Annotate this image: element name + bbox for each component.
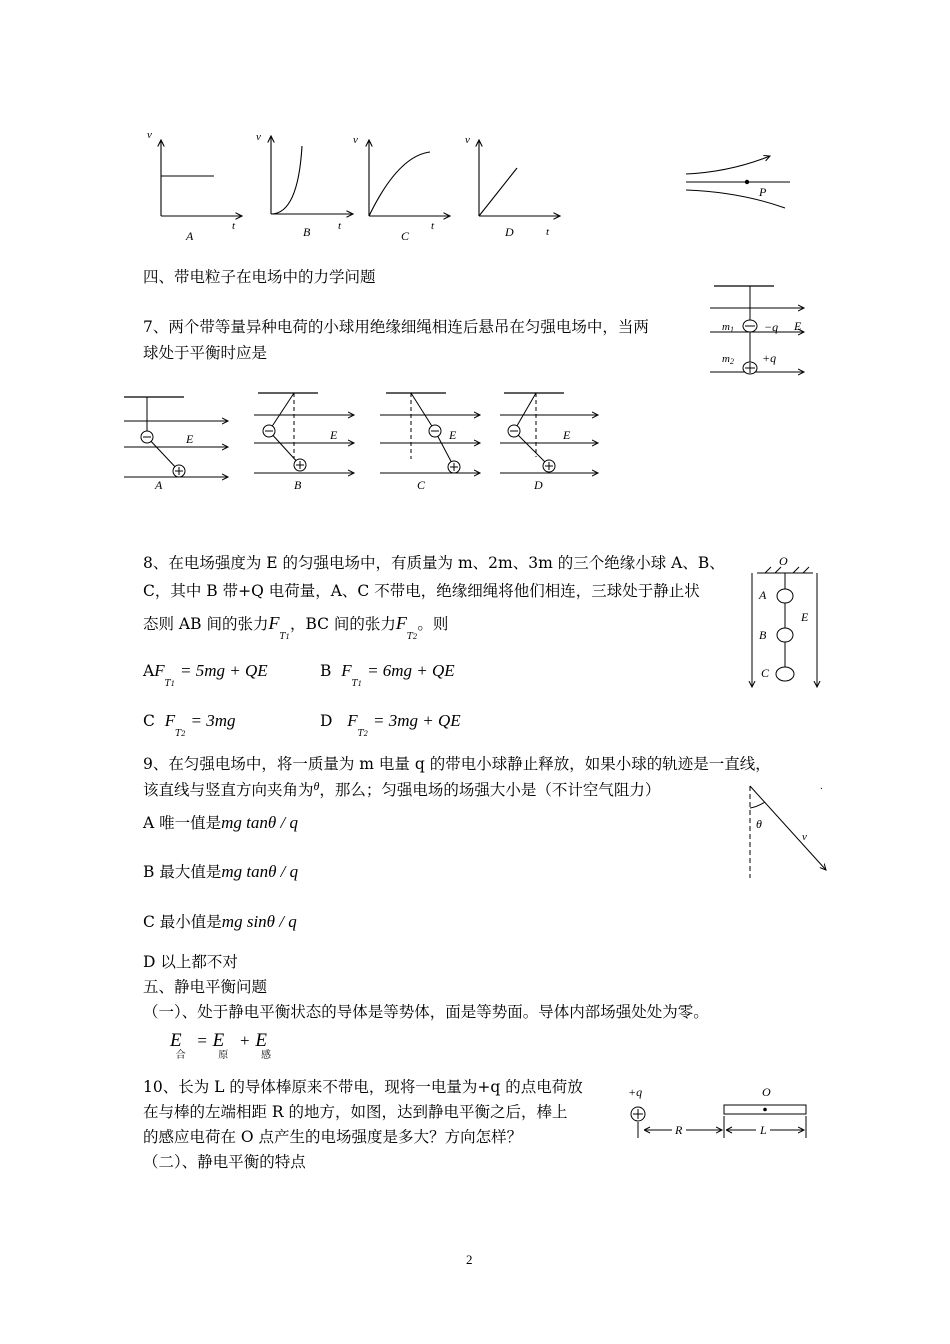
q9-option-a: A 唯一值是mg tanθ / q	[143, 813, 298, 832]
svg-text:·: ·	[820, 784, 823, 795]
point-p-dot	[745, 180, 749, 184]
svg-text:L: L	[760, 1123, 767, 1137]
svg-text:v: v	[802, 831, 807, 843]
q8-option-a: $AF_{T1} = 5mg$ + QE	[143, 661, 268, 689]
svg-text:E: E	[794, 319, 802, 333]
svg-text:t: t	[338, 220, 342, 232]
svg-text:C: C	[761, 666, 770, 680]
q9-line2: 该直线与竖直方向夹角为$^\theta$，那么；匀强电场的场强大小是（不计空气阻力）	[143, 779, 661, 799]
svg-text:−q: −q	[764, 320, 779, 334]
q8-line3: 态则 AB 间的张力$F_{T1}$，BC 间的张力$F_{T2}$。则	[143, 613, 449, 642]
q7-option-a	[124, 397, 228, 492]
q9-option-d: D 以上都不对	[143, 953, 238, 971]
svg-text:m2: m2	[722, 353, 734, 366]
svg-text:v: v	[256, 131, 261, 143]
svg-text:A: A	[759, 588, 767, 602]
graph-d	[465, 134, 560, 239]
q10-line3: 的感应电荷在 O 点产生的电场强度是多大？方向怎样？	[143, 1128, 523, 1146]
svg-text:B: B	[303, 225, 311, 239]
svg-text:+q: +q	[628, 1085, 643, 1099]
superposition-formula: $E_合 = E_原 + E_感$	[170, 1030, 271, 1061]
field-lines-figure	[680, 150, 795, 215]
svg-text:C: C	[401, 229, 410, 243]
q7-line1: 7、两个带等量异种电荷的小球用绝缘细绳相连后悬吊在匀强电场中，当两	[143, 318, 649, 336]
svg-text:A: A	[155, 478, 163, 492]
q8-line1: 8、在电场强度为 E 的匀强电场中，有质量为 m、2m、3m 的三个绝缘小球 A、B、	[143, 554, 725, 572]
svg-text:+q: +q	[762, 351, 777, 365]
q7-option-d	[500, 393, 598, 492]
svg-text:B: B	[759, 628, 767, 642]
svg-text:O: O	[762, 1085, 771, 1099]
q9-line1: 9、在匀强电场中，将一质量为 m 电量 q 的带电小球静止释放，如果小球的轨迹是一直线，	[143, 755, 771, 773]
q10-line2: 在与棒的左端相距 R 的地方，如图，达到静电平衡之后，棒上	[143, 1103, 568, 1121]
q7-option-b	[254, 393, 354, 492]
q8-option-d: D $F_{T2} = 3mg$ + QE	[320, 711, 461, 739]
svg-text:v: v	[465, 134, 470, 146]
svg-text:D: D	[505, 225, 514, 239]
q8-figure	[745, 553, 825, 693]
svg-text:A: A	[186, 229, 194, 243]
svg-text:E: E	[449, 428, 457, 442]
svg-text:t: t	[546, 226, 550, 238]
svg-text:D: D	[534, 478, 543, 492]
svg-text:m1: m1	[722, 321, 734, 334]
svg-text:O: O	[779, 554, 788, 568]
svg-text:t: t	[232, 220, 236, 232]
q9-option-c: C 最小值是mg sinθ / q	[143, 912, 297, 931]
vt-graphs-figure	[140, 128, 570, 246]
q7-option-c	[380, 393, 480, 492]
svg-text:v: v	[353, 134, 358, 146]
svg-text:P: P	[759, 185, 767, 199]
q9-option-b: B 最大值是mg tanθ / q	[143, 862, 299, 881]
q7-options-figure	[118, 385, 618, 495]
svg-text:R: R	[675, 1123, 683, 1137]
svg-text:t: t	[431, 220, 435, 232]
q10-line1: 10、长为 L 的导体棒原来不带电，现将一电量为+q 的点电荷放	[143, 1078, 583, 1096]
graph-a	[147, 129, 242, 243]
svg-text:B: B	[294, 478, 302, 492]
q7-setup-figure	[700, 282, 810, 378]
svg-text:E: E	[330, 428, 338, 442]
svg-text:E: E	[563, 428, 571, 442]
svg-text:v: v	[147, 129, 152, 141]
q8-line2: C，其中 B 带+Q 电荷量，A、C 不带电，绝缘细绳将他们相连，三球处于静止状	[143, 582, 700, 600]
section5-sub1: （一）、处于静电平衡状态的导体是等势体，面是等势面。导体内部场强处处为零。	[143, 1003, 709, 1021]
page-number: 2	[466, 1252, 473, 1267]
svg-text:θ: θ	[756, 817, 762, 831]
section4-title: 四、带电粒子在电场中的力学问题	[143, 268, 376, 286]
q8-option-b: B $F_{T1} = 6mg$ + QE	[320, 661, 455, 689]
q7-line2: 球处于平衡时应是	[143, 344, 268, 362]
svg-text:E: E	[801, 610, 809, 624]
svg-text:C: C	[417, 478, 426, 492]
q9-figure	[740, 780, 835, 880]
graph-c	[353, 134, 450, 243]
q10-figure	[620, 1082, 820, 1144]
section5-title: 五、静电平衡问题	[143, 978, 268, 996]
graph-b	[256, 131, 353, 239]
svg-text:E: E	[186, 432, 194, 446]
q8-option-c: C $F_{T2} = 3mg$	[143, 711, 236, 739]
section5-sub2: （二）、静电平衡的特点	[143, 1153, 306, 1171]
